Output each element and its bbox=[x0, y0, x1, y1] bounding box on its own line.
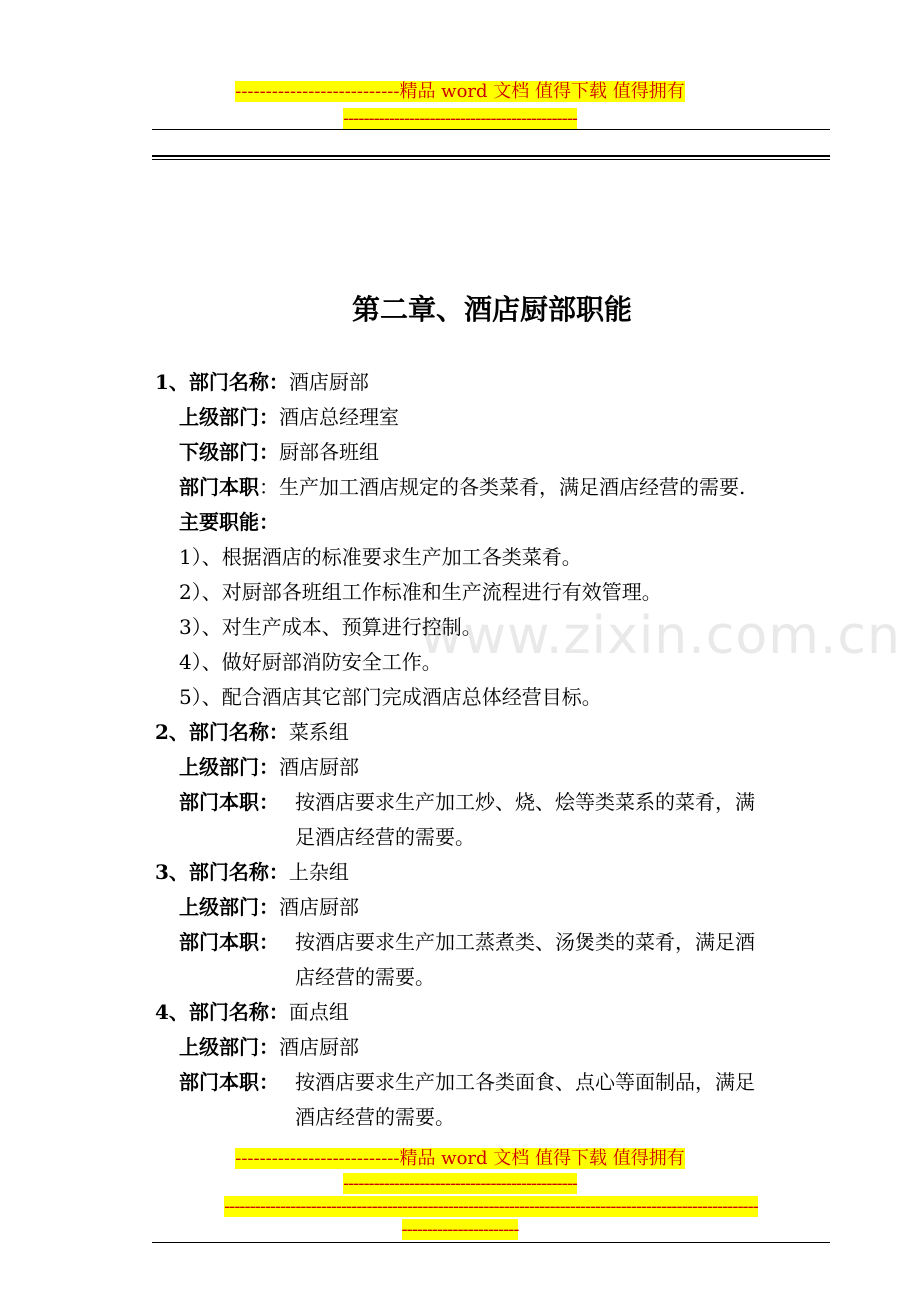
footer-banner-text3: --------------------------------------------------------------------------------------------------------- bbox=[224, 1196, 758, 1217]
section-1-parent-value: 酒店总经理室 bbox=[279, 405, 399, 429]
section-2-name-label: 2、部门名称： bbox=[155, 720, 289, 744]
header-banner-text1: ---------------------------精品 word 文档 值得下载 值得拥有 bbox=[235, 81, 685, 102]
header-banner-line1 bbox=[0, 81, 920, 103]
footer-banner-line3 bbox=[155, 1196, 827, 1218]
header-banner-text2: ---------------------------------------------- bbox=[343, 108, 577, 129]
section-3-parent-value: 酒店厨部 bbox=[279, 895, 359, 919]
header-rule bbox=[152, 129, 830, 130]
section-1-parent-label: 上级部门： bbox=[179, 405, 279, 429]
section-4-name bbox=[155, 997, 349, 1027]
section-1-duty-value: ：生产加工酒店规定的各类菜肴，满足酒店经营的需要. bbox=[259, 475, 746, 499]
function-item: 1）、根据酒店的标准要求生产加工各类菜肴。 bbox=[179, 545, 582, 569]
header-banner-line2 bbox=[0, 108, 920, 130]
section-2-duty-label: 部门本职： bbox=[179, 790, 279, 814]
section-1-functions-label: 主要职能： bbox=[179, 510, 279, 534]
double-rule-bottom bbox=[152, 159, 830, 160]
function-item: 5）、配合酒店其它部门完成酒店总体经营目标。 bbox=[179, 685, 602, 709]
section-1-child bbox=[179, 437, 379, 467]
page-title: 第二章、酒店厨部职能 bbox=[351, 293, 632, 326]
section-3-duty-label: 部门本职： bbox=[179, 930, 279, 954]
section-1-child-label: 下级部门： bbox=[179, 440, 279, 464]
section-2-parent-label: 上级部门： bbox=[179, 755, 279, 779]
section-4-parent bbox=[179, 1032, 359, 1062]
section-2-name-value: 菜系组 bbox=[288, 720, 349, 744]
section-1-name bbox=[155, 367, 369, 397]
section-4-parent-label: 上级部门： bbox=[179, 1035, 279, 1059]
section-1-name-label: 1、部门名称： bbox=[155, 370, 289, 394]
section-1-duty bbox=[179, 472, 745, 502]
footer-banner-line2 bbox=[0, 1173, 920, 1195]
section-3-duty-line2: 店经营的需要。 bbox=[295, 965, 435, 989]
section-4-duty-line1: 按酒店要求生产加工各类面食、点心等面制品，满足 bbox=[295, 1070, 755, 1094]
footer-banner-line1 bbox=[0, 1148, 920, 1170]
section-4-duty-line2: 酒店经营的需要。 bbox=[295, 1105, 455, 1129]
function-item: 3）、对生产成本、预算进行控制。 bbox=[179, 615, 482, 639]
section-1-child-value: 厨部各班组 bbox=[279, 440, 379, 464]
section-2-parent-value: 酒店厨部 bbox=[279, 755, 359, 779]
section-1-name-value: 酒店厨部 bbox=[288, 370, 369, 394]
footer-banner-text1: ---------------------------精品 word 文档 值得下载 值得拥有 bbox=[235, 1148, 685, 1169]
section-3-name-label: 3、部门名称： bbox=[155, 860, 289, 884]
function-item: 4）、做好厨部消防安全工作。 bbox=[179, 650, 442, 674]
section-4-name-value: 面点组 bbox=[288, 1000, 349, 1024]
section-2-duty-line2: 足酒店经营的需要。 bbox=[295, 825, 475, 849]
footer-rule bbox=[152, 1242, 830, 1243]
double-rule-top bbox=[152, 155, 830, 157]
section-4-duty-label: 部门本职： bbox=[179, 1070, 279, 1094]
section-3-parent-label: 上级部门： bbox=[179, 895, 279, 919]
section-3-duty-line1: 按酒店要求生产加工蒸煮类、汤煲类的菜肴，满足酒 bbox=[295, 930, 755, 954]
section-2-duty-line1: 按酒店要求生产加工炒、烧、烩等类菜系的菜肴，满 bbox=[295, 790, 755, 814]
section-4-name-label: 4、部门名称： bbox=[155, 1000, 289, 1024]
section-1-parent bbox=[179, 402, 399, 432]
function-item: 2）、对厨部各班组工作标准和生产流程进行有效管理。 bbox=[179, 580, 662, 604]
section-1-duty-label: 部门本职 bbox=[179, 475, 259, 499]
section-4-parent-value: 酒店厨部 bbox=[279, 1035, 359, 1059]
section-3-name-value: 上杂组 bbox=[288, 860, 349, 884]
footer-banner-line4 bbox=[0, 1219, 920, 1241]
footer-banner-text2: ---------------------------------------------- bbox=[343, 1173, 577, 1194]
section-2-name bbox=[155, 717, 349, 747]
watermark: www.zixin.com.cn bbox=[420, 606, 901, 666]
footer-banner-text4: ----------------------- bbox=[401, 1219, 519, 1240]
section-3-parent bbox=[179, 892, 359, 922]
section-3-name bbox=[155, 857, 349, 887]
section-2-parent bbox=[179, 752, 359, 782]
